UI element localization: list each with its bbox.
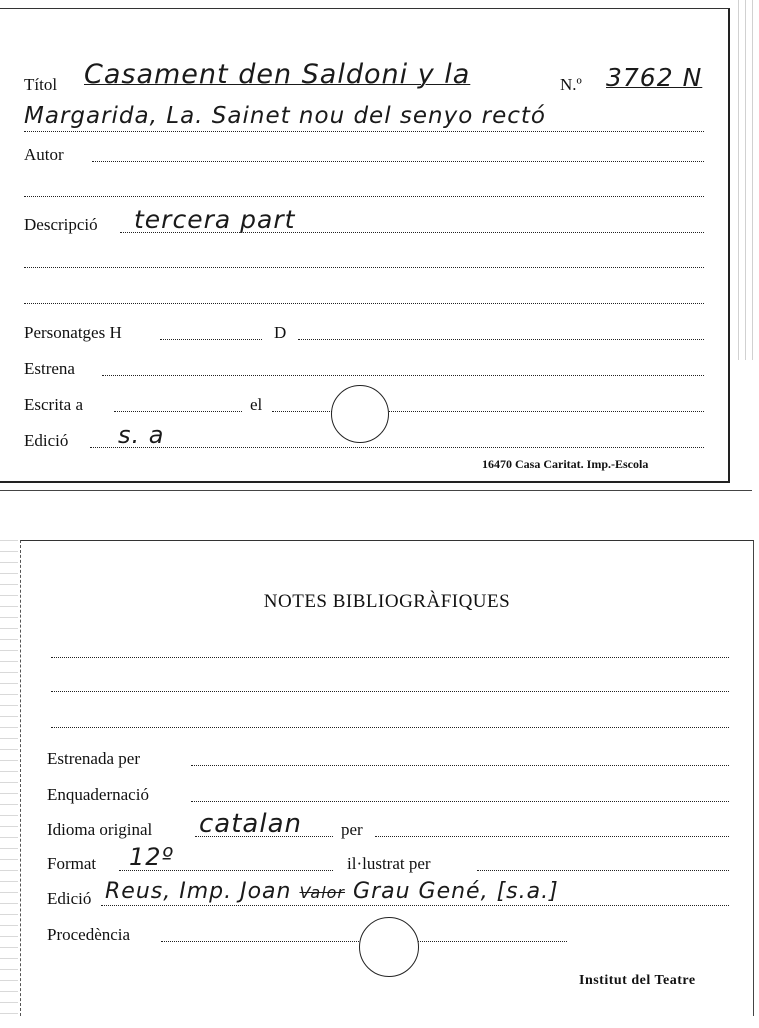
punch-hole (359, 917, 419, 977)
illustrat-line (477, 870, 729, 871)
catalog-card-front (0, 8, 730, 483)
per-line (375, 836, 729, 837)
titol-label: Títol (24, 75, 58, 94)
autor-label: Autor (24, 145, 64, 164)
enquadernacio-line (191, 801, 729, 802)
edicio-line (90, 447, 704, 448)
edicio-value-b: Grau Gené, [s.a.] (353, 879, 559, 904)
descripcio-line (120, 232, 704, 233)
estrena-line (102, 375, 704, 376)
escrita-label: Escrita a (24, 395, 83, 414)
catalog-card-back (20, 540, 754, 1016)
notes-line-1 (51, 657, 729, 658)
numero-label: N.º (560, 75, 582, 94)
idioma-value: catalan (199, 809, 302, 839)
card-heading: NOTES BIBLIOGRÀFIQUES (263, 591, 511, 612)
format-label: Format (47, 854, 97, 873)
personatges-d-label: D (274, 323, 287, 342)
descripcio-line-3 (24, 303, 704, 304)
edicio-value (105, 879, 559, 904)
titol-line (24, 131, 704, 132)
descripcio-label: Descripció (24, 215, 98, 234)
personatges-h-line (160, 339, 262, 340)
format-value: 12º (129, 843, 174, 871)
personatges-label: Personatges H (24, 323, 122, 342)
autor-line (92, 161, 704, 162)
edicio-label: Edició (24, 431, 69, 450)
autor-line-2 (24, 196, 704, 197)
personatges-d-line (298, 339, 704, 340)
estrenada-label: Estrenada per (47, 749, 140, 768)
notes-line-2 (51, 691, 729, 692)
edicio-value-a: Reus, Imp. Joan (105, 879, 292, 904)
scan-edge-noise (0, 535, 18, 1015)
escrita-line (114, 411, 242, 412)
el-label: el (250, 395, 263, 414)
punch-hole (331, 385, 389, 443)
procedencia-label: Procedència (47, 925, 131, 944)
numero-value: 3762 N (606, 63, 703, 92)
edicio-struck-word: Valor (299, 883, 346, 902)
format-line (119, 870, 333, 871)
descripcio-value: tercera part (134, 205, 296, 234)
estrenada-line (191, 765, 729, 766)
enquadernacio-label: Enquadernació (47, 785, 149, 804)
edicio-label: Edició (47, 889, 92, 908)
estrena-label: Estrena (24, 359, 75, 378)
scan-edge-noise (735, 0, 759, 360)
descripcio-line-2 (24, 267, 704, 268)
idioma-line (195, 836, 333, 837)
institution-imprint: Institut del Teatre (579, 973, 696, 988)
edicio-value: s. a (118, 421, 165, 449)
illustrat-label: il·lustrat per (347, 854, 431, 873)
idioma-label: Idioma original (47, 820, 153, 839)
card-separator (0, 490, 752, 491)
edicio-line (101, 905, 729, 906)
titol-value-line2: Margarida, La. Sainet nou del senyo rectó (24, 103, 546, 129)
titol-value: Casament den Saldoni y la (84, 59, 471, 90)
notes-line-3 (51, 727, 729, 728)
printer-imprint: 16470 Casa Caritat. Imp.-Escola (482, 457, 649, 471)
per-label: per (341, 820, 363, 839)
